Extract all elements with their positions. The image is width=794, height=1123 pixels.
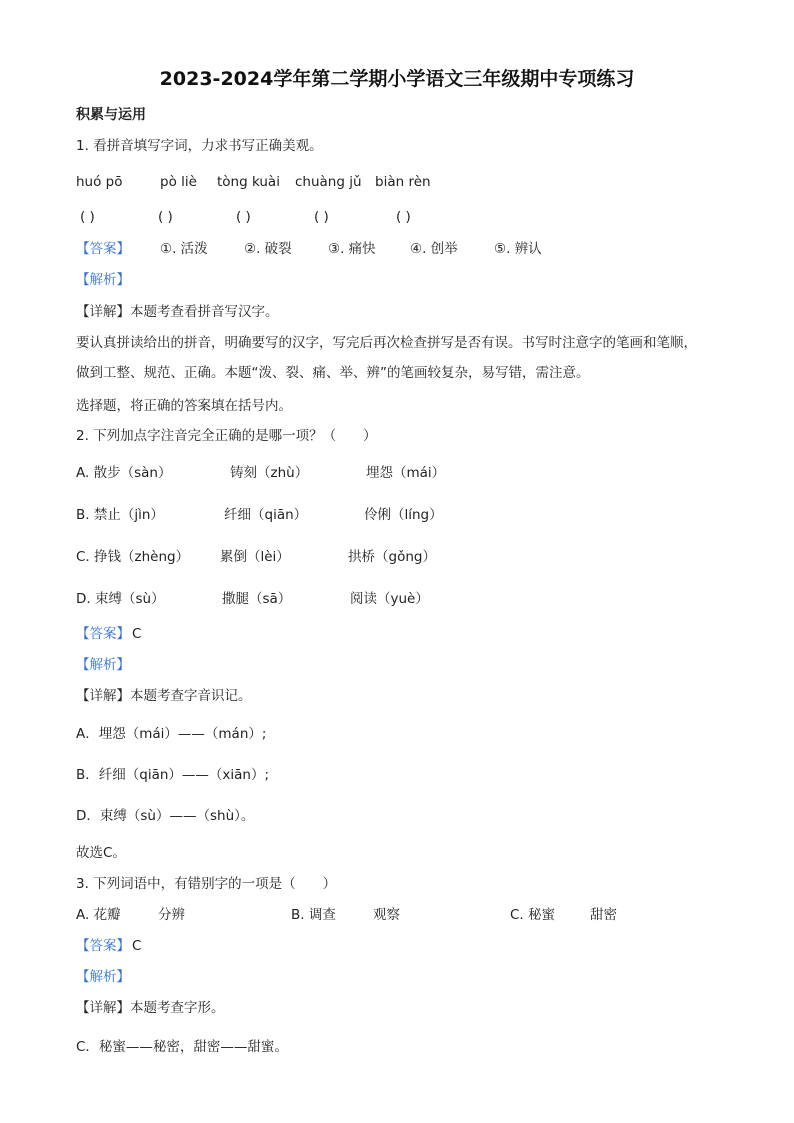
q3-stem: 3. 下列词语中，有错别字的一项是（ ） — [76, 876, 337, 892]
q3-option-c-1: C. 秘蜜 — [510, 907, 556, 923]
q1-answer-2: ②. 破裂 — [244, 241, 292, 257]
q2-option-a-3: 埋怨（mái） — [366, 465, 446, 481]
q2-analysis-tag: 【解析】 — [76, 657, 130, 673]
q2-answer: C — [132, 626, 142, 642]
q1-bracket: ( ) — [314, 209, 329, 225]
section-heading: 积累与运用 — [76, 107, 146, 123]
q2-option-b-1: B. 禁止（jìn） — [76, 507, 164, 523]
q2-conclusion: 故选C。 — [76, 845, 126, 861]
q3-note: C．秘蜜——秘密，甜密——甜蜜。 — [76, 1039, 288, 1055]
q1-last-line: 选择题，将正确的答案填在括号内。 — [76, 398, 292, 414]
q2-option-c-2: 累倒（lèi） — [220, 549, 290, 565]
q2-option-a-2: 铸刻（zhù） — [230, 465, 309, 481]
q1-pinyin-1: huó pō — [76, 174, 123, 190]
q3-option-b-2: 观察 — [373, 907, 400, 923]
q1-pinyin-5: biàn rèn — [375, 174, 431, 190]
q2-option-c-1: C. 挣钱（zhèng） — [76, 549, 190, 565]
q3-analysis-tag: 【解析】 — [76, 969, 130, 985]
q1-answer-1: ①. 活泼 — [160, 241, 208, 257]
q2-answer-tag: 【答案】 — [76, 626, 130, 642]
q3-option-a-1: A. 花瓣 — [76, 907, 121, 923]
q1-answer-tag: 【答案】 — [76, 241, 130, 257]
q3-answer-tag: 【答案】 — [76, 938, 130, 954]
q3-detail: 【详解】本题考查字形。 — [76, 1000, 225, 1016]
q2-option-c-3: 拱桥（gǒng） — [348, 549, 436, 565]
q1-body: 要认真拼读给出的拼音，明确要写的汉字，写完后再次检查拼写是否有误。书写时注意字的笔画和笔顺，做到工整、规范、正确。本题“泼、裂、痛、举、辨”的笔画较复杂，易写错，需注意。 — [76, 335, 697, 381]
q1-bracket: ( ) — [158, 209, 173, 225]
q1-analysis-tag: 【解析】 — [76, 272, 130, 288]
q2-note-b: B．纤细（qiān）——（xiān）; — [76, 767, 270, 783]
q1-pinyin-3: tòng kuài — [217, 174, 280, 190]
q3-answer: C — [132, 938, 142, 954]
q1-pinyin-2: pò liè — [160, 174, 197, 190]
q1-answer-3: ③. 痛快 — [328, 241, 376, 257]
q2-note-a: A．埋怨（mái）——（mán）; — [76, 726, 267, 742]
q2-option-b-2: 纤细（qiān） — [224, 507, 308, 523]
q2-option-b-3: 伶俐（líng） — [364, 507, 443, 523]
q2-option-d-2: 撒腿（sā） — [222, 591, 292, 607]
q1-bracket: ( ) — [236, 209, 251, 225]
q1-bracket: ( ) — [80, 209, 95, 225]
q2-stem: 2. 下列加点字注音完全正确的是哪一项？（ ） — [76, 428, 377, 444]
q1-detail: 【详解】本题考查看拼音写汉字。 — [76, 304, 279, 320]
q3-option-a-2: 分辨 — [158, 907, 185, 923]
q1-answer-4: ④. 创举 — [410, 241, 458, 257]
q2-option-d-3: 阅读（yuè） — [350, 591, 429, 607]
q1-bracket: ( ) — [396, 209, 411, 225]
q1-pinyin-4: chuàng jǔ — [295, 174, 362, 190]
q2-option-d-1: D. 束缚（sù） — [76, 591, 165, 607]
q1-answer-5: ⑤. 辨认 — [494, 241, 542, 257]
q2-detail: 【详解】本题考查字音识记。 — [76, 688, 252, 704]
q1-stem: 1. 看拼音填写字词，力求书写正确美观。 — [76, 138, 323, 154]
q3-option-b-1: B. 调查 — [291, 907, 336, 923]
page-title: 2023-2024学年第二学期小学语文三年级期中专项练习 — [159, 68, 635, 90]
q2-option-a-1: A. 散步（sàn） — [76, 465, 172, 481]
q3-option-c-2: 甜密 — [590, 907, 617, 923]
q2-note-d: D．束缚（sù）——（shù）。 — [76, 808, 255, 824]
